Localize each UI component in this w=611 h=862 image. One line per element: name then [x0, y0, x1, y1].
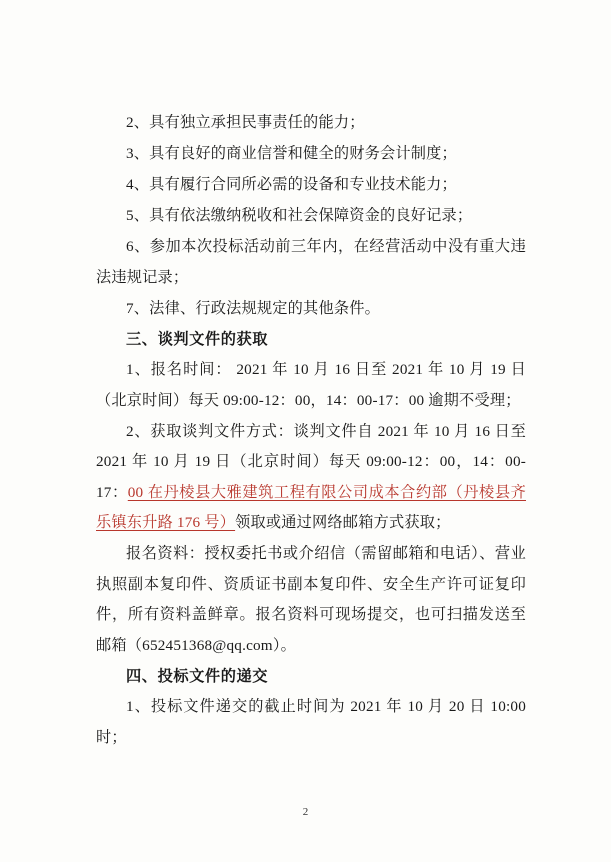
paragraph-item-5: 5、具有依法缴纳税收和社会保障资金的良好记录；: [126, 207, 473, 224]
paragraph-document-acquisition: [96, 417, 526, 539]
acquisition-location-highlight: 00 在丹棱县大雅建筑工程有限公司成本合约部（丹棱县齐乐镇东升路 176 号）: [96, 483, 526, 531]
acquisition-suffix: 领取或通过网络邮箱方式获取；: [235, 514, 451, 531]
page-number: 2: [302, 806, 309, 818]
heading-section-three: 三、谈判文件的获取: [126, 330, 269, 348]
acquisition-prefix: 2、获取谈判文件方式：谈判文件自 2021 年 10 月 16 日至 2021 年 10 月 19 日（北京时间）每天 09:00-12：00，14：00-17：: [96, 422, 526, 501]
heading-section-four: 四、投标文件的递交: [126, 667, 269, 685]
paragraph-registration-materials: 报名资料：授权委托书或介绍信（需留邮箱和电话）、营业执照副本复印件、资质证书副本复印件、安全生产许可证复印件，所有资料盖鲜章。报名资料可现场提交，也可扫描发送至邮箱（652451368@qq.com）。: [96, 545, 526, 654]
paragraph-bid-deadline: 1、投标文件递交的截止时间为 2021 年 10 月 20 日 10:00 时；: [96, 698, 526, 746]
paragraph-registration-time: 1、报名时间： 2021 年 10 月 16 日至 2021 年 10 月 19 日（北京时间）每天 09:00-12：00，14：00-17：00 逾期不受理；: [96, 361, 526, 409]
paragraph-item-2: 2、具有独立承担民事责任的能力；: [126, 114, 365, 131]
paragraph-item-7: 7、法律、行政法规规定的其他条件。: [126, 299, 380, 317]
paragraph-item-6: 6、参加本次投标活动前三年内，在经营活动中没有重大违法违规记录；: [96, 238, 526, 286]
document-body: [96, 108, 526, 754]
paragraph-item-3: 3、具有良好的商业信誉和健全的财务会计制度；: [126, 145, 457, 162]
paragraph-item-4: 4、具有履行合同所必需的设备和专业技术能力；: [126, 176, 457, 193]
